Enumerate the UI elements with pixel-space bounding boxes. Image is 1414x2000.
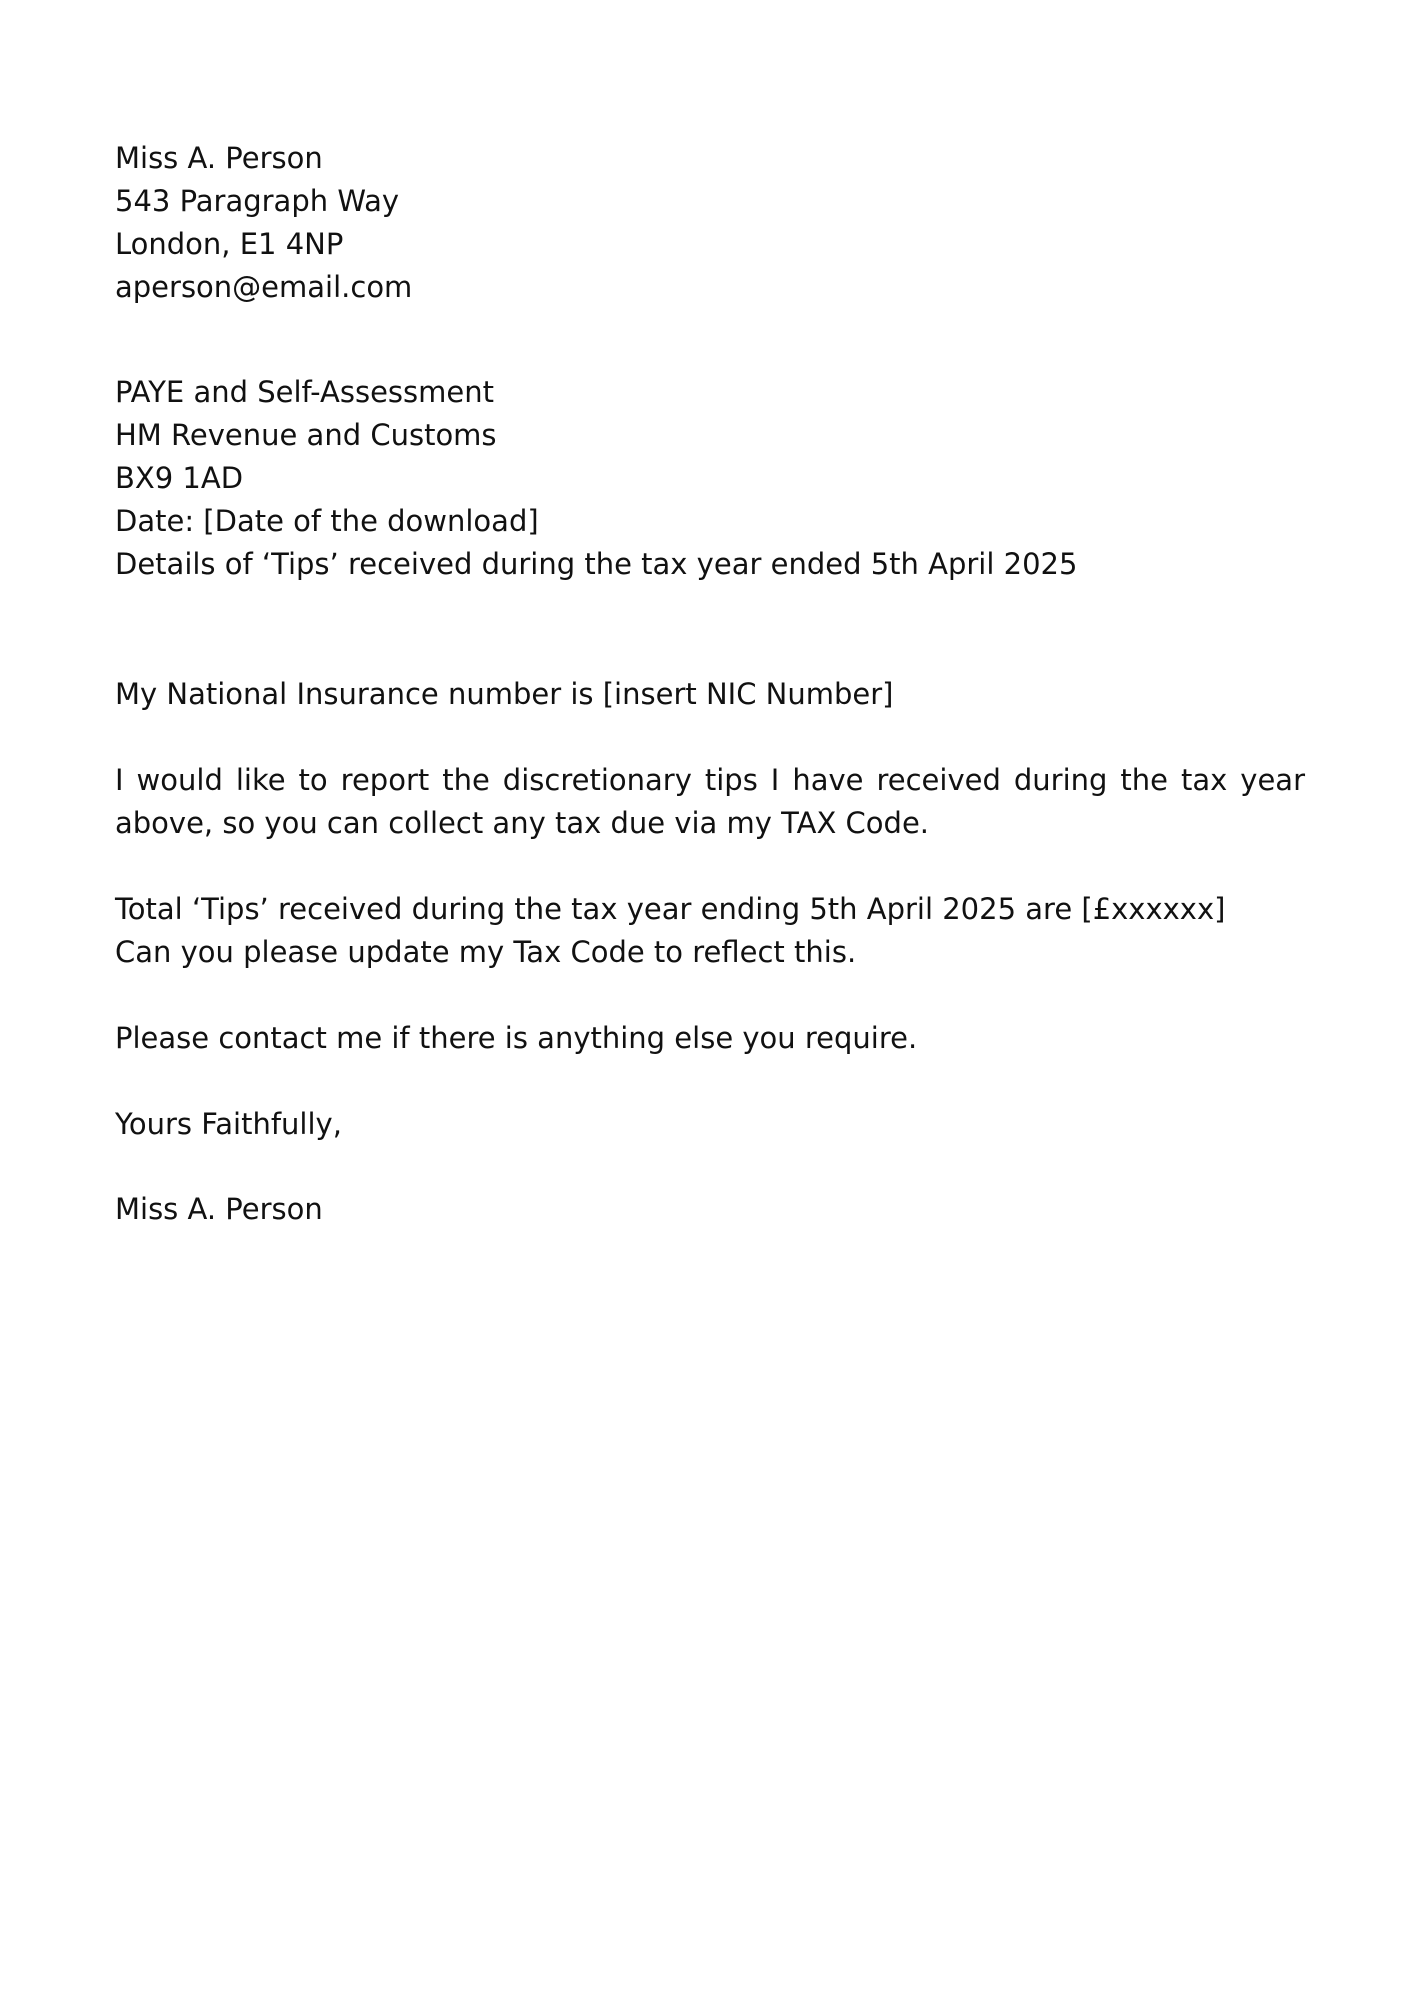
contact-paragraph bbox=[115, 1017, 1305, 1060]
sender-address-block bbox=[115, 137, 1305, 309]
sender-email: aperson@email.com bbox=[115, 270, 413, 304]
nic-line: My National Insurance number is [insert NIC Number] bbox=[115, 677, 894, 711]
update-request-line: Can you please update my Tax Code to reflect this. bbox=[115, 935, 857, 969]
recipient-postcode: BX9 1AD bbox=[115, 461, 244, 495]
signature-name: Miss A. Person bbox=[115, 1192, 323, 1226]
recipient-address-block bbox=[115, 371, 1305, 586]
closing-paragraph bbox=[115, 1103, 1305, 1146]
sender-city: London, E1 4NP bbox=[115, 227, 344, 261]
contact-line: Please contact me if there is anything else you require. bbox=[115, 1021, 918, 1055]
tips-total-line: Total ‘Tips’ received during the tax year ending 5th April 2025 are [£xxxxxx] bbox=[115, 892, 1226, 926]
signature-block bbox=[115, 1188, 1305, 1231]
letter-date: Date: [Date of the download] bbox=[115, 504, 539, 538]
nic-paragraph bbox=[115, 673, 1305, 716]
letter-subject: Details of ‘Tips’ received during the tax year ended 5th April 2025 bbox=[115, 547, 1078, 581]
tips-paragraph bbox=[115, 888, 1305, 974]
sender-street: 543 Paragraph Way bbox=[115, 184, 400, 218]
valediction: Yours Faithfully, bbox=[115, 1107, 342, 1141]
report-paragraph: I would like to report the discretionary tips I have received during the tax year above, so you can collect any tax due via my TAX Code. bbox=[115, 763, 1305, 840]
recipient-organisation: HM Revenue and Customs bbox=[115, 418, 497, 452]
recipient-department: PAYE and Self-Assessment bbox=[115, 375, 494, 409]
sender-name: Miss A. Person bbox=[115, 141, 323, 175]
